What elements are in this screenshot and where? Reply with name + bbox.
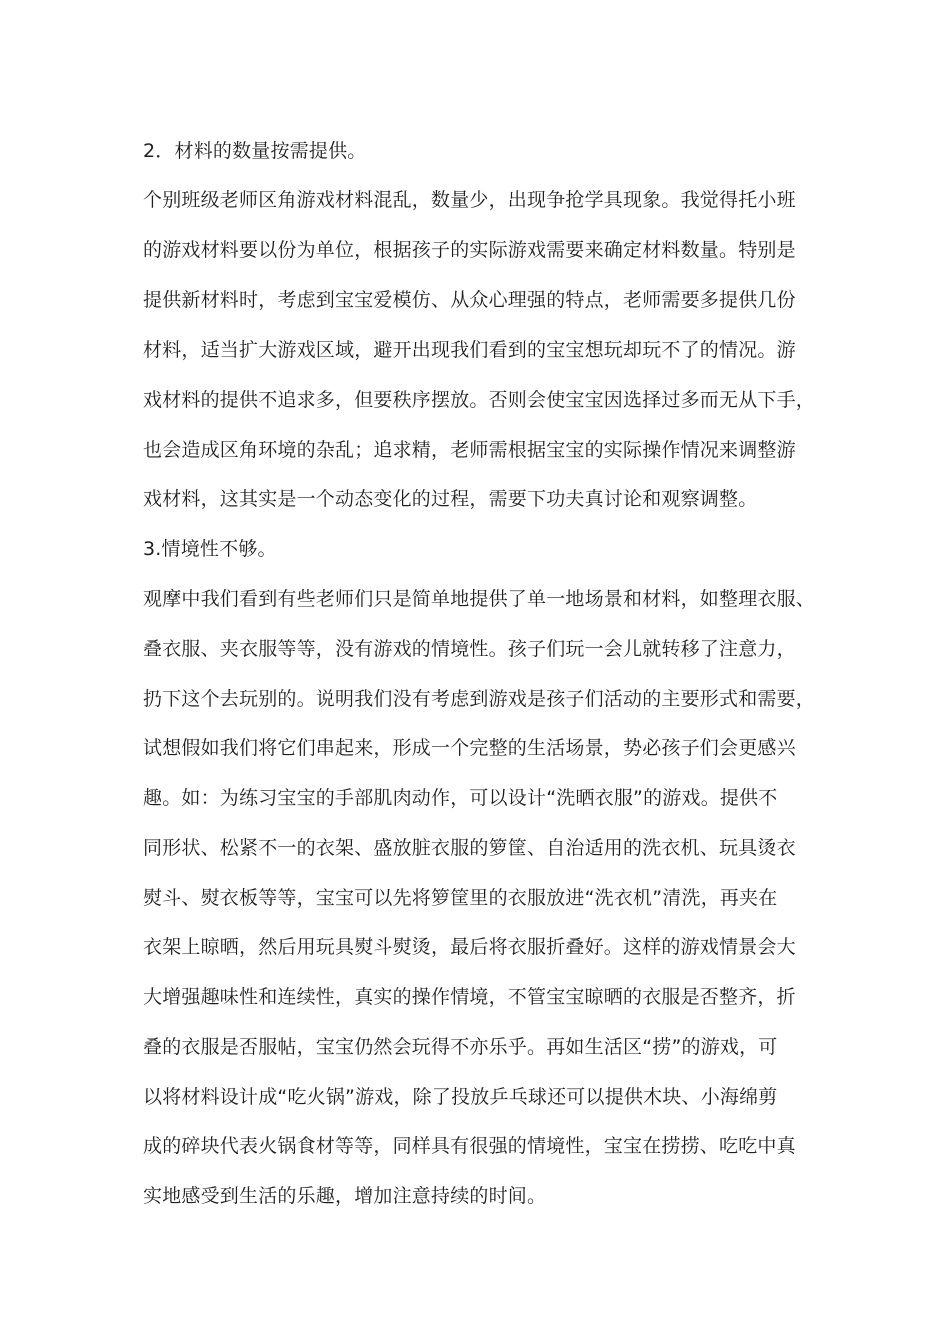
heading-materials-quantity: 2．材料的数量按需提供。 [143,140,367,162]
paragraph-line: 以将材料设计成“吃火锅”游戏，除了投放乒乓球还可以提供木块、小海绵剪 [143,1086,778,1108]
paragraph-line: 扔下这个去玩别的。说明我们没有考虑到游戏是孩子们活动的主要形式和需要， [143,688,816,710]
paragraph-line: 成的碎块代表火锅食材等等，同样具有很强的情境性，宝宝在捞捞、吃吃中真 [143,1135,796,1157]
paragraph-line: 戏材料的提供不追求多，但要秩序摆放。否则会使宝宝因选择过多而无从下手， [143,389,816,411]
paragraph-line: 提供新材料时，考虑到宝宝爱模仿、从众心理强的特点，老师需要多提供几份 [143,289,796,311]
paragraph-line: 戏材料，这其实是一个动态变化的过程，需要下功夫真讨论和观察调整。 [143,488,758,510]
paragraph-line: 材料，适当扩大游戏区域，避开出现我们看到的宝宝想玩却玩不了的情况。游 [143,339,796,361]
paragraph-line: 熨斗、熨衣板等等，宝宝可以先将箩筐里的衣服放进“洗衣机”清洗，再夹在 [143,887,778,909]
paragraph-line: 观摩中我们看到有些老师们只是简单地提供了单一地场景和材料，如整理衣服、 [143,588,816,610]
paragraph-line: 叠衣服、夹衣服等等，没有游戏的情境性。孩子们玩一会儿就转移了注意力， [143,638,796,660]
paragraph-line: 同形状、松紧不一的衣架、盛放脏衣服的箩筐、自治适用的洗衣机、玩具烫衣 [143,837,796,859]
paragraph-line: 衣架上晾晒，然后用玩具熨斗熨烫，最后将衣服折叠好。这样的游戏情景会大 [143,936,796,958]
paragraph-line: 趣。如：为练习宝宝的手部肌肉动作，可以设计“洗晒衣服”的游戏。提供不 [143,787,778,809]
paragraph-line: 实地感受到生活的乐趣，增加注意持续的时间。 [143,1185,547,1207]
paragraph-line: 叠的衣服是否服帖，宝宝仍然会玩得不亦乐乎。再如生活区“捞”的游戏，可 [143,1036,778,1058]
paragraph-line: 大增强趣味性和连续性，真实的操作情境，不管宝宝晾晒的衣服是否整齐，折 [143,986,796,1008]
paragraph-line: 个别班级老师区角游戏材料混乱，数量少，出现争抢学具现象。我觉得托小班 [143,189,796,211]
paragraph-line: 的游戏材料要以份为单位，根据孩子的实际游戏需要来确定材料数量。特别是 [143,239,796,261]
paragraph-line: 也会造成区角环境的杂乱；追求精，老师需根据宝宝的实际操作情况来调整游 [143,439,796,461]
paragraph-line: 试想假如我们将它们串起来，形成一个完整的生活场景，势必孩子们会更感兴 [143,737,796,759]
heading-situational: 3.情境性不够。 [143,538,277,560]
